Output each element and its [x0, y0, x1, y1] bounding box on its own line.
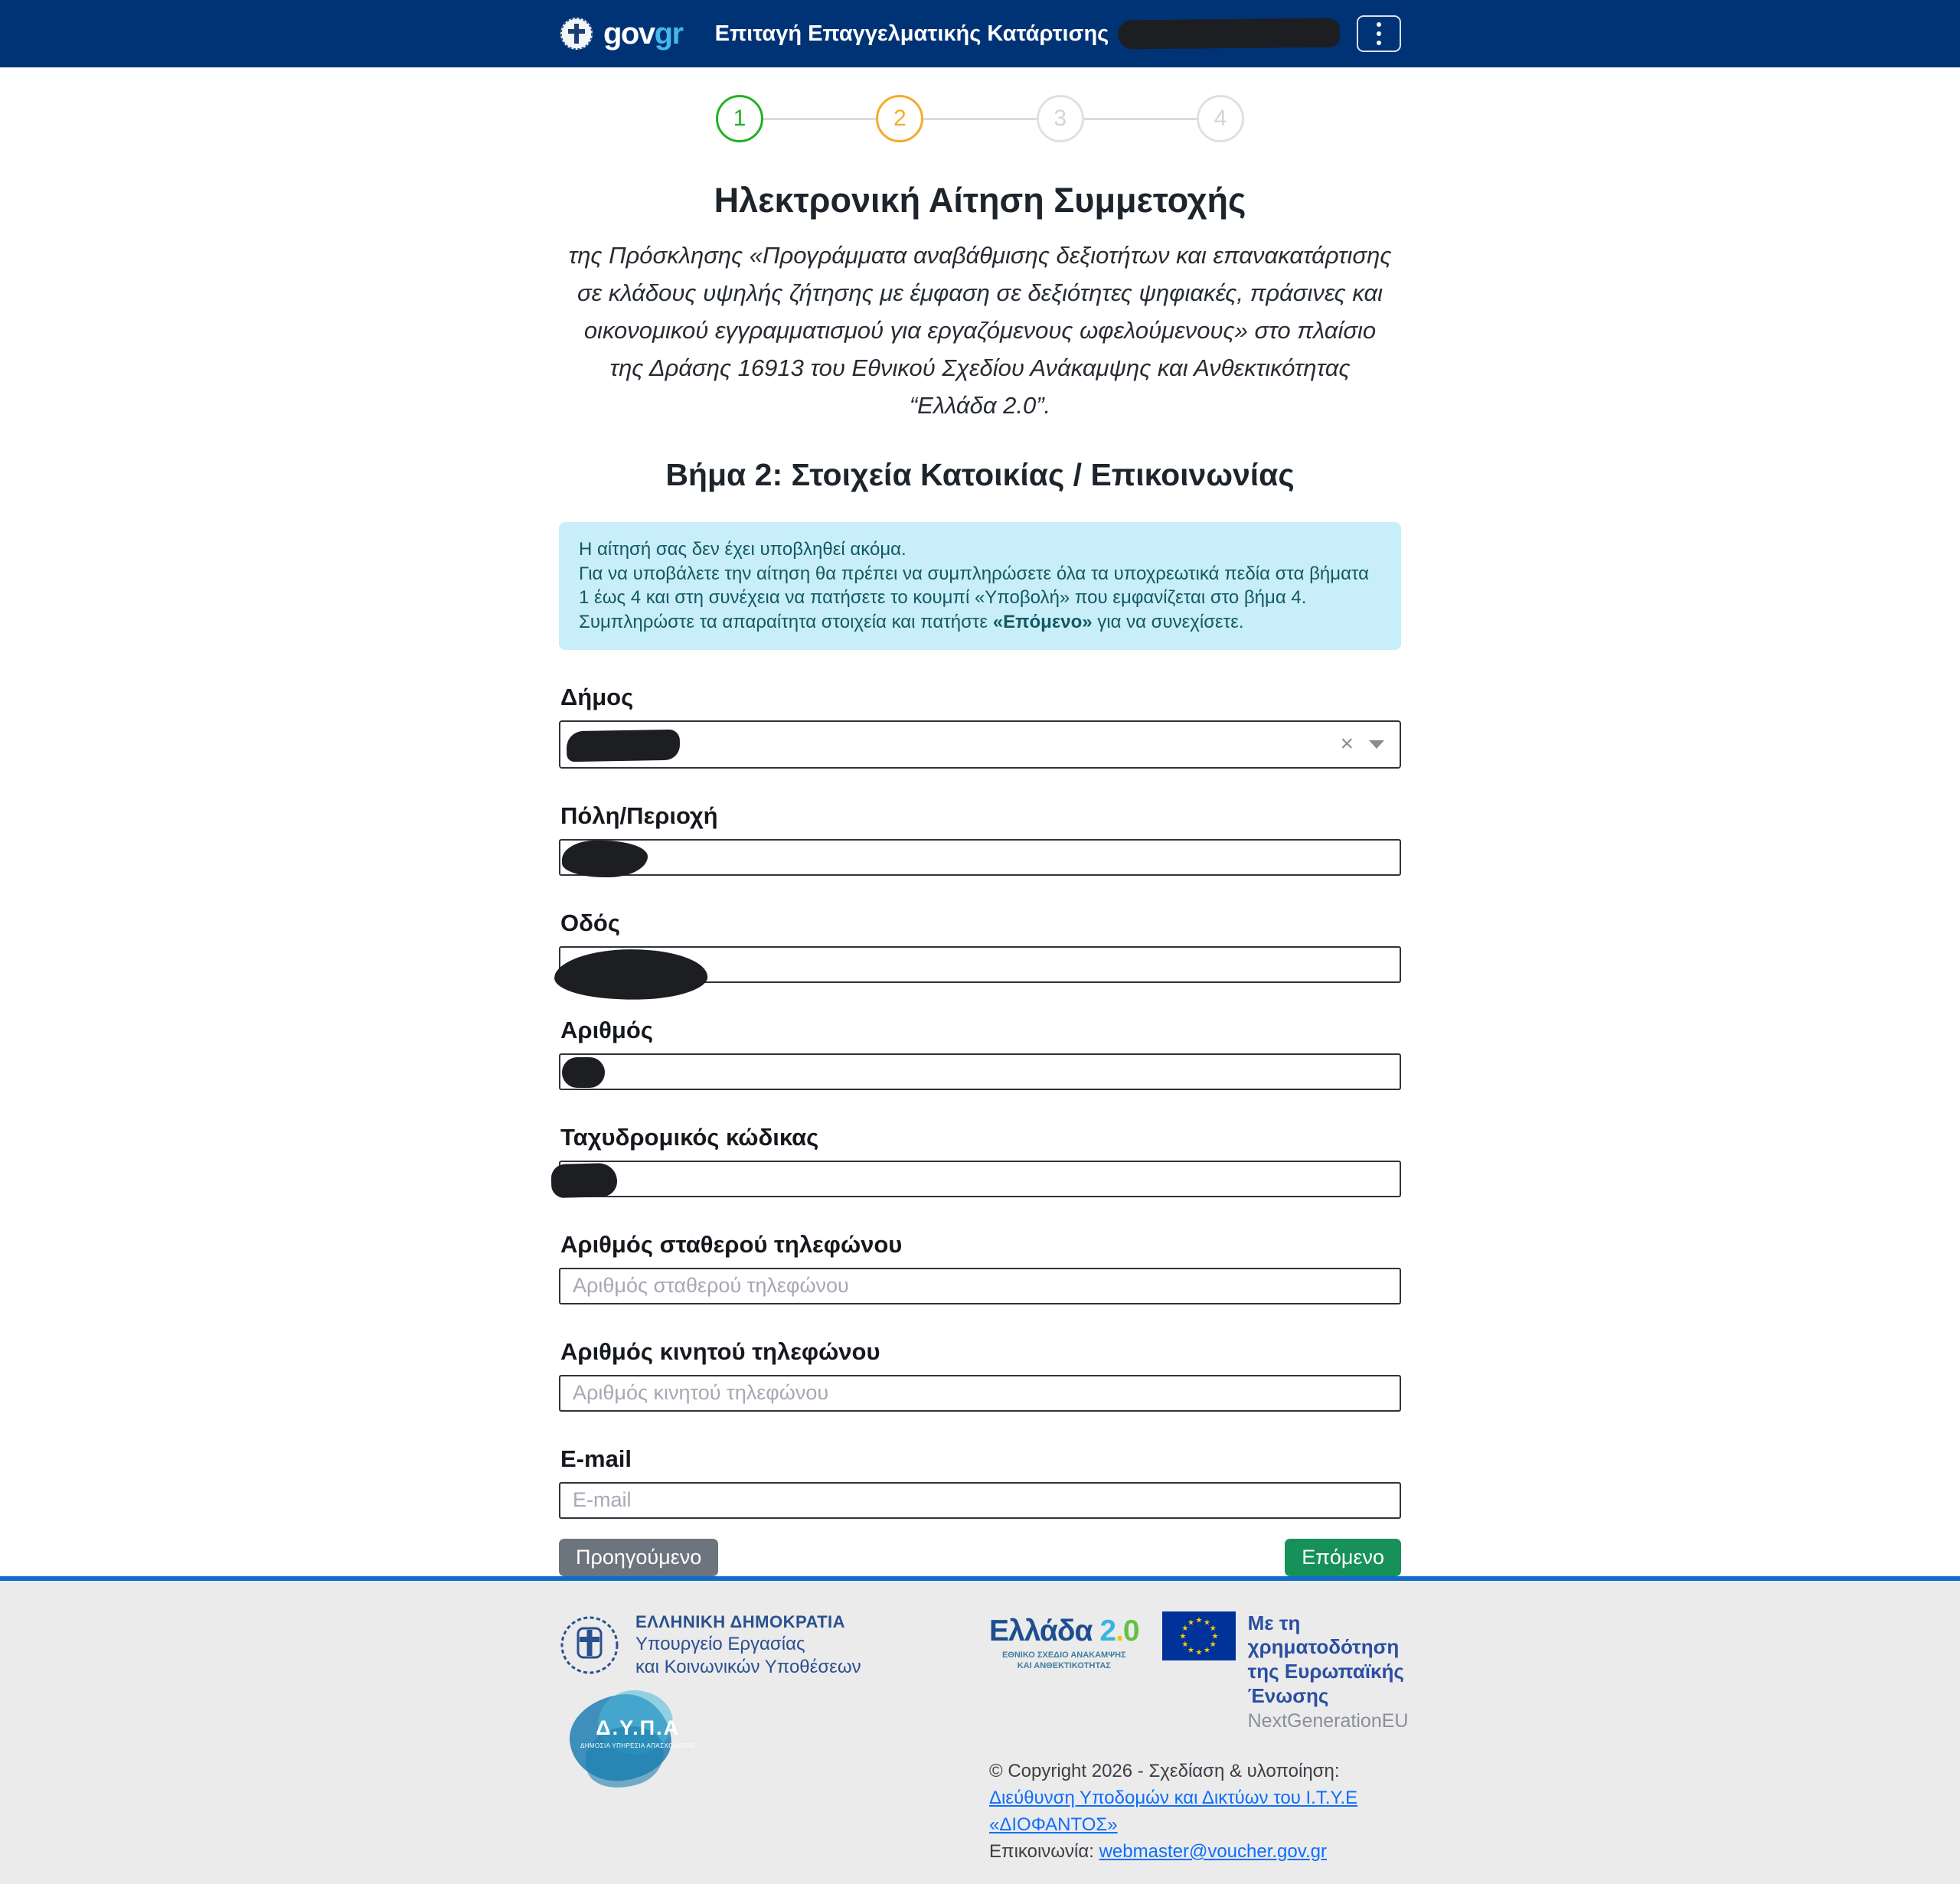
previous-button[interactable]: Προηγούμενο: [559, 1539, 718, 1576]
postal-code-input[interactable]: [559, 1161, 1401, 1197]
greece-2-0-logo: Ελλάδα 2.0 ΕΘΝΙΚΟ ΣΧΕΔΙΟ ΑΝΑΚΑΜΨΗΣ ΚΑΙ ΑΝΘΕΚΤΙΚΟΤΗΤΑΣ: [989, 1614, 1139, 1671]
greek-emblem-icon: [559, 16, 594, 51]
email-field[interactable]: [559, 1482, 1401, 1519]
svg-text:★: ★: [1195, 1648, 1203, 1657]
redacted-value: [562, 841, 648, 877]
copyright-text: © Copyright 2026 - Σχεδίαση & υλοποίηση:: [989, 1761, 1340, 1782]
city-input[interactable]: [559, 839, 1401, 876]
eu-funding-line-2: της Ευρωπαϊκής Ένωσης: [1247, 1659, 1404, 1707]
svg-text:★: ★: [1211, 1632, 1219, 1641]
landline-input[interactable]: [559, 1268, 1401, 1304]
street-number-input[interactable]: [559, 1053, 1401, 1090]
svg-text:★: ★: [1209, 1640, 1217, 1649]
govgr-wordmark: govgr: [603, 16, 683, 51]
street-number-label: Αριθμός: [560, 1016, 653, 1043]
field-street-number: [559, 1017, 1401, 1090]
next-generation-eu-label: NextGenerationEU: [1247, 1710, 1409, 1732]
contact-label: Επικοινωνία:: [989, 1840, 1099, 1862]
call-description: της Πρόσκλησης «Προγράμματα αναβάθμισης δεξιοτήτων και επανακατάρτισης σε κλάδους υψηλής ζήτησης με έμφαση σε δεξιότητες ψηφιακές, πράσινες και οικονομικού εγγραμματισμού για εργαζόμενους ωφελούμενους» στο πλαίσιο της Δράσης 16913 του Εθνικού Σχεδίου Ανάκαμψης και Ανθεκτικότητας “Ελλάδα 2.0”.: [568, 242, 1392, 419]
email-label: E-mail: [560, 1445, 632, 1472]
step-1-indicator: 1: [716, 95, 763, 142]
step-connector: [923, 118, 1036, 120]
municipality-select[interactable]: [559, 720, 1401, 769]
svg-text:★: ★: [1187, 1618, 1194, 1627]
step-4-indicator: 4: [1197, 95, 1244, 142]
postal-code-label: Ταχυδρομικός κώδικας: [560, 1123, 819, 1151]
step-connector: [1084, 118, 1197, 120]
info-alert: [559, 522, 1401, 650]
app-header: [0, 0, 1960, 67]
alert-line-1: Η αίτησή σας δεν έχει υποβληθεί ακόμα.: [579, 538, 906, 560]
next-button[interactable]: Επόμενο: [1285, 1539, 1401, 1576]
ministry-line-1: Υπουργείο Εργασίας: [635, 1633, 805, 1654]
alert-line-3: Συμπληρώστε τα απαραίτητα στοιχεία και πατήστε «Επόμενο» για να συνεχίσετε.: [579, 611, 1244, 632]
svg-text:★: ★: [1179, 1632, 1187, 1641]
redacted-value: [562, 1057, 605, 1088]
svg-text:★: ★: [1203, 1646, 1210, 1655]
field-postal-code: [559, 1124, 1401, 1197]
svg-text:★: ★: [1195, 1616, 1203, 1625]
greek-republic-emblem-icon: [559, 1615, 620, 1676]
wizard-stepper: [716, 95, 1244, 142]
step-3-indicator: 3: [1037, 95, 1084, 142]
step-connector: [763, 118, 876, 120]
svg-text:★: ★: [1203, 1618, 1210, 1627]
dypa-caption: ΔΗΜΟΣΙΑ ΥΠΗΡΕΣΙΑ ΑΠΑΣΧΟΛΗΣΗΣ: [580, 1742, 696, 1750]
redacted-value: [550, 1162, 617, 1197]
dypa-logo: [567, 1690, 696, 1786]
landline-label: Αριθμός σταθερού τηλεφώνου: [560, 1230, 903, 1258]
page-footer: [0, 1576, 1960, 1884]
diofantos-link[interactable]: Διεύθυνση Υποδομών και Δικτύων του Ι.Τ.Υ.Ε «ΔΙΟΦΑΝΤΟΣ»: [989, 1788, 1358, 1835]
chevron-down-icon[interactable]: [1369, 740, 1384, 749]
alert-line-2: Για να υποβάλετε την αίτηση θα πρέπει να συμπληρώσετε όλα τα υποχρεωτικά πεδία στα βήματα 1 έως 4 και στη συνέχεια να πατήσετε το κουμπί «Υποβολή» που εμφανίζεται στο βήμα 4.: [579, 563, 1369, 609]
field-street: [559, 909, 1401, 983]
eu-funding-block: [1162, 1611, 1409, 1733]
mobile-input[interactable]: [559, 1375, 1401, 1412]
page-title: Ηλεκτρονική Αίτηση Συμμετοχής: [714, 181, 1246, 220]
field-municipality: [559, 684, 1401, 769]
service-title: Επιταγή Επαγγελματικής Κατάρτισης: [714, 21, 1109, 46]
main-content: [0, 67, 1960, 1576]
webmaster-email-link[interactable]: webmaster@voucher.gov.gr: [1099, 1840, 1327, 1862]
clear-selection-icon[interactable]: ×: [1340, 731, 1354, 757]
municipality-label: Δήμος: [560, 683, 634, 710]
field-email: [559, 1445, 1401, 1519]
hellenic-republic-label: ΕΛΛΗΝΙΚΗ ΔΗΜΟΚΡΑΤΙΑ: [635, 1611, 846, 1631]
step-2-indicator: 2: [876, 95, 923, 142]
svg-text:★: ★: [1181, 1624, 1188, 1633]
kebab-menu-button[interactable]: [1357, 15, 1401, 52]
redacted-username: [1118, 18, 1340, 49]
mobile-label: Αριθμός κινητού τηλεφώνου: [560, 1337, 880, 1365]
ministry-line-2: και Κοινωνικών Υποθέσεων: [635, 1657, 861, 1678]
street-label: Οδός: [560, 909, 620, 936]
city-label: Πόλη/Περιοχή: [560, 802, 718, 829]
field-landline: [559, 1231, 1401, 1304]
kebab-menu-icon: [1377, 22, 1381, 27]
wizard-nav-buttons: [559, 1539, 1401, 1576]
svg-text:★: ★: [1181, 1640, 1188, 1649]
dypa-acronym: Δ.Υ.Π.Α: [596, 1716, 681, 1740]
svg-text:★: ★: [1187, 1646, 1194, 1655]
field-mobile: [559, 1338, 1401, 1412]
svg-text:★: ★: [1209, 1624, 1217, 1633]
eu-funding-line-1: Με τη χρηματοδότηση: [1247, 1611, 1400, 1659]
govgr-brand[interactable]: [559, 16, 683, 51]
step-heading: Βήμα 2: Στοιχεία Κατοικίας / Επικοινωνίας: [665, 456, 1295, 492]
field-city: [559, 802, 1401, 876]
redacted-value: [567, 729, 681, 762]
copyright-block: [989, 1758, 1408, 1865]
eu-flag-icon: [1162, 1611, 1236, 1660]
ministry-block: [559, 1611, 989, 1680]
